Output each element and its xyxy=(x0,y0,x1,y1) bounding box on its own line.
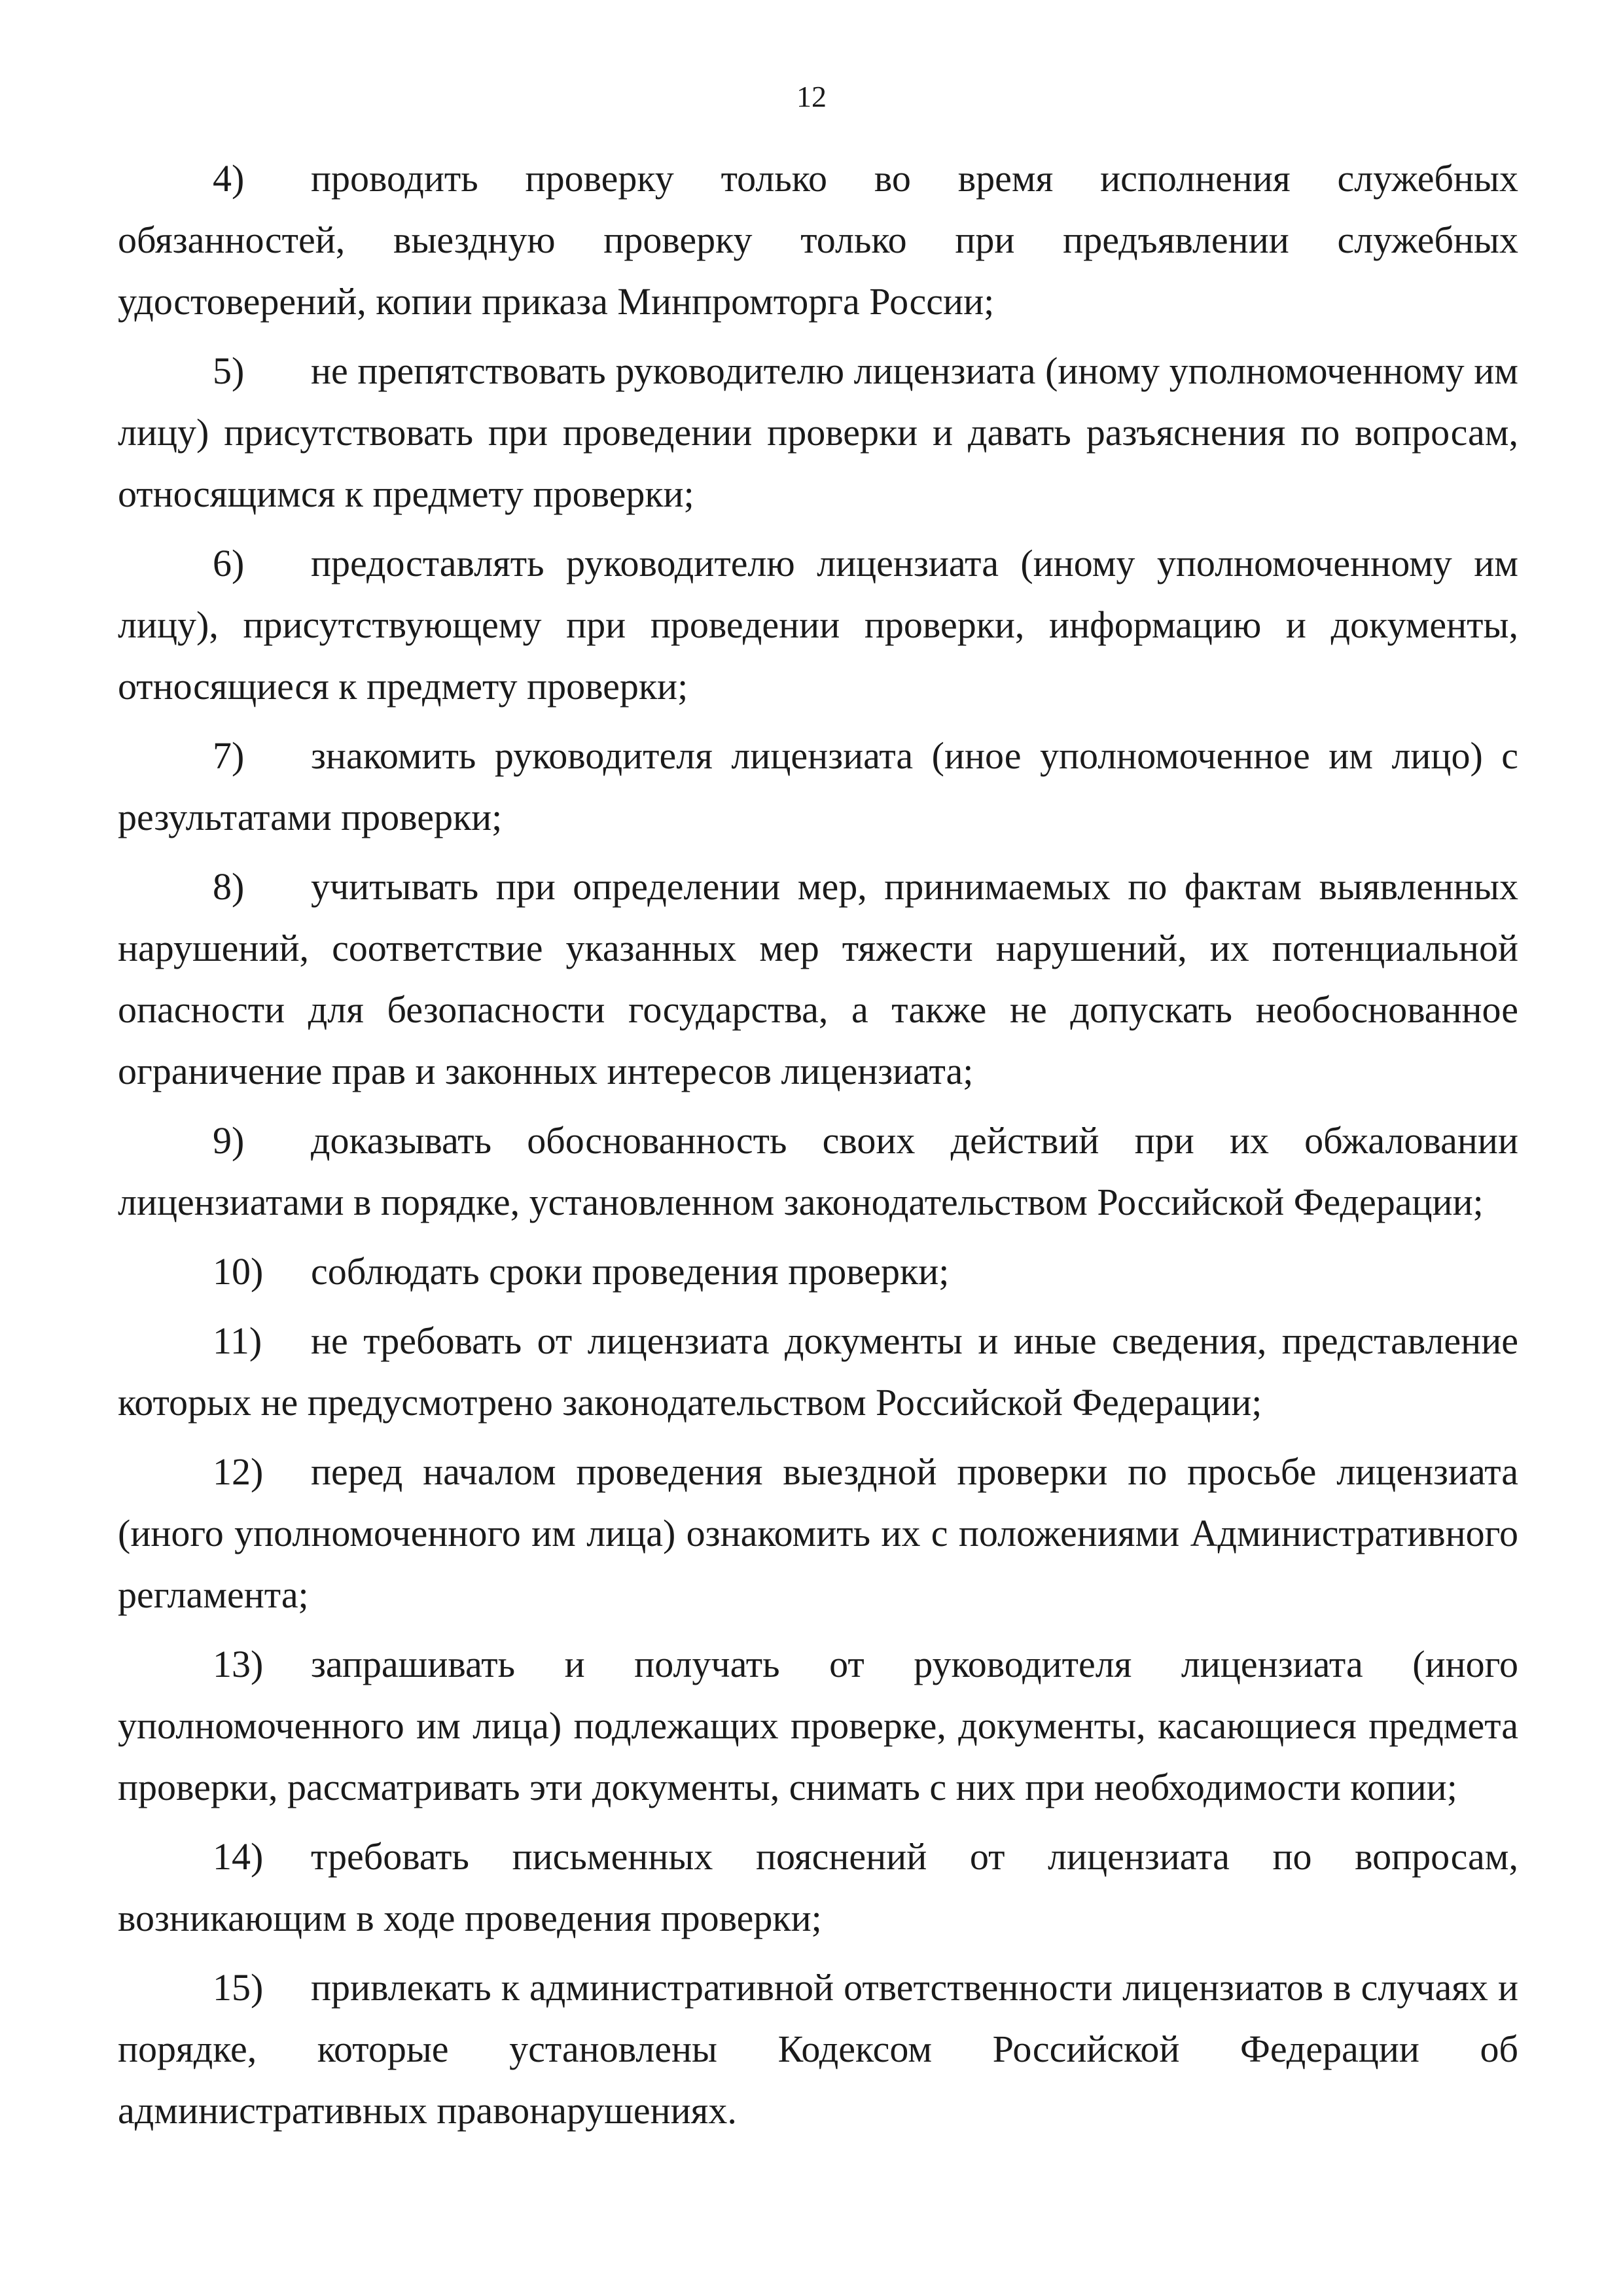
item-text: запрашивать и получать от руководителя лицензиата (иного уполномоченного им лица) подлежащих проверке, документы, касающиеся предмета проверки, рассматривать эти документы, снимать с них при необходимости копии; xyxy=(118,1643,1518,1808)
document-body xyxy=(118,148,1518,2149)
item-text: учитывать при определении мер, принимаемых по фактам выявленных нарушений, соответствие указанных мер тяжести нарушений, их потенциальной опасности для безопасности государства, а также не допускать необоснованное ограничение прав и законных интересов лицензиата; xyxy=(118,865,1518,1092)
list-item-12 xyxy=(118,1441,1518,1626)
item-text: перед началом проведения выездной проверки по просьбе лицензиата (иного уполномоченного им лица) ознакомить их с положениями Административного регламента; xyxy=(118,1450,1518,1616)
list-item-5 xyxy=(118,340,1518,525)
list-item-10 xyxy=(118,1241,1518,1302)
page-number: 12 xyxy=(796,80,827,113)
list-item-8 xyxy=(118,856,1518,1102)
list-item-11 xyxy=(118,1310,1518,1433)
list-item-9 xyxy=(118,1110,1518,1233)
item-number: 4) xyxy=(213,157,245,200)
item-text: знакомить руководителя лицензиата (иное уполномоченное им лицо) с результатами проверки; xyxy=(118,734,1518,838)
item-text: соблюдать сроки проведения проверки; xyxy=(311,1250,950,1293)
item-number: 12) xyxy=(213,1450,264,1493)
item-number: 6) xyxy=(213,542,245,584)
item-text: предоставлять руководителю лицензиата (иному уполномоченному им лицу), присутствующему при проведении проверки, информацию и документы, относящиеся к предмету проверки; xyxy=(118,542,1518,708)
item-text: привлекать к административной ответственности лицензиатов в случаях и порядке, которые установлены Кодексом Российской Федерации об административных правонарушениях. xyxy=(118,1966,1518,2132)
item-number: 11) xyxy=(213,1319,262,1362)
list-item-14 xyxy=(118,1826,1518,1949)
item-number: 8) xyxy=(213,865,245,908)
list-item-4 xyxy=(118,148,1518,332)
item-text: не требовать от лицензиата документы и иные сведения, представление которых не предусмотрено законодательством Российской Федерации; xyxy=(118,1319,1518,1424)
list-item-13 xyxy=(118,1634,1518,1818)
list-item-7 xyxy=(118,725,1518,848)
item-text: проводить проверку только во время исполнения служебных обязанностей, выездную проверку только при предъявлении служебных удостоверений, копии приказа Минпромторга России; xyxy=(118,157,1518,323)
item-number: 5) xyxy=(213,350,245,392)
item-number: 9) xyxy=(213,1119,245,1162)
list-item-15 xyxy=(118,1957,1518,2142)
item-text: не препятствовать руководителю лицензиата (иному уполномоченному им лицу) присутствовать при проведении проверки и давать разъяснения по вопросам, относящимся к предмету проверки; xyxy=(118,350,1518,515)
item-number: 14) xyxy=(213,1835,264,1878)
item-number: 15) xyxy=(213,1966,264,2009)
item-number: 7) xyxy=(213,734,245,777)
item-number: 10) xyxy=(213,1250,264,1293)
item-text: доказывать обоснованность своих действий при их обжаловании лицензиатами в порядке, установленном законодательством Российской Федерации; xyxy=(118,1119,1518,1223)
item-number: 13) xyxy=(213,1643,264,1685)
item-text: требовать письменных пояснений от лицензиата по вопросам, возникающим в ходе проведения проверки; xyxy=(118,1835,1518,1939)
list-item-6 xyxy=(118,533,1518,717)
